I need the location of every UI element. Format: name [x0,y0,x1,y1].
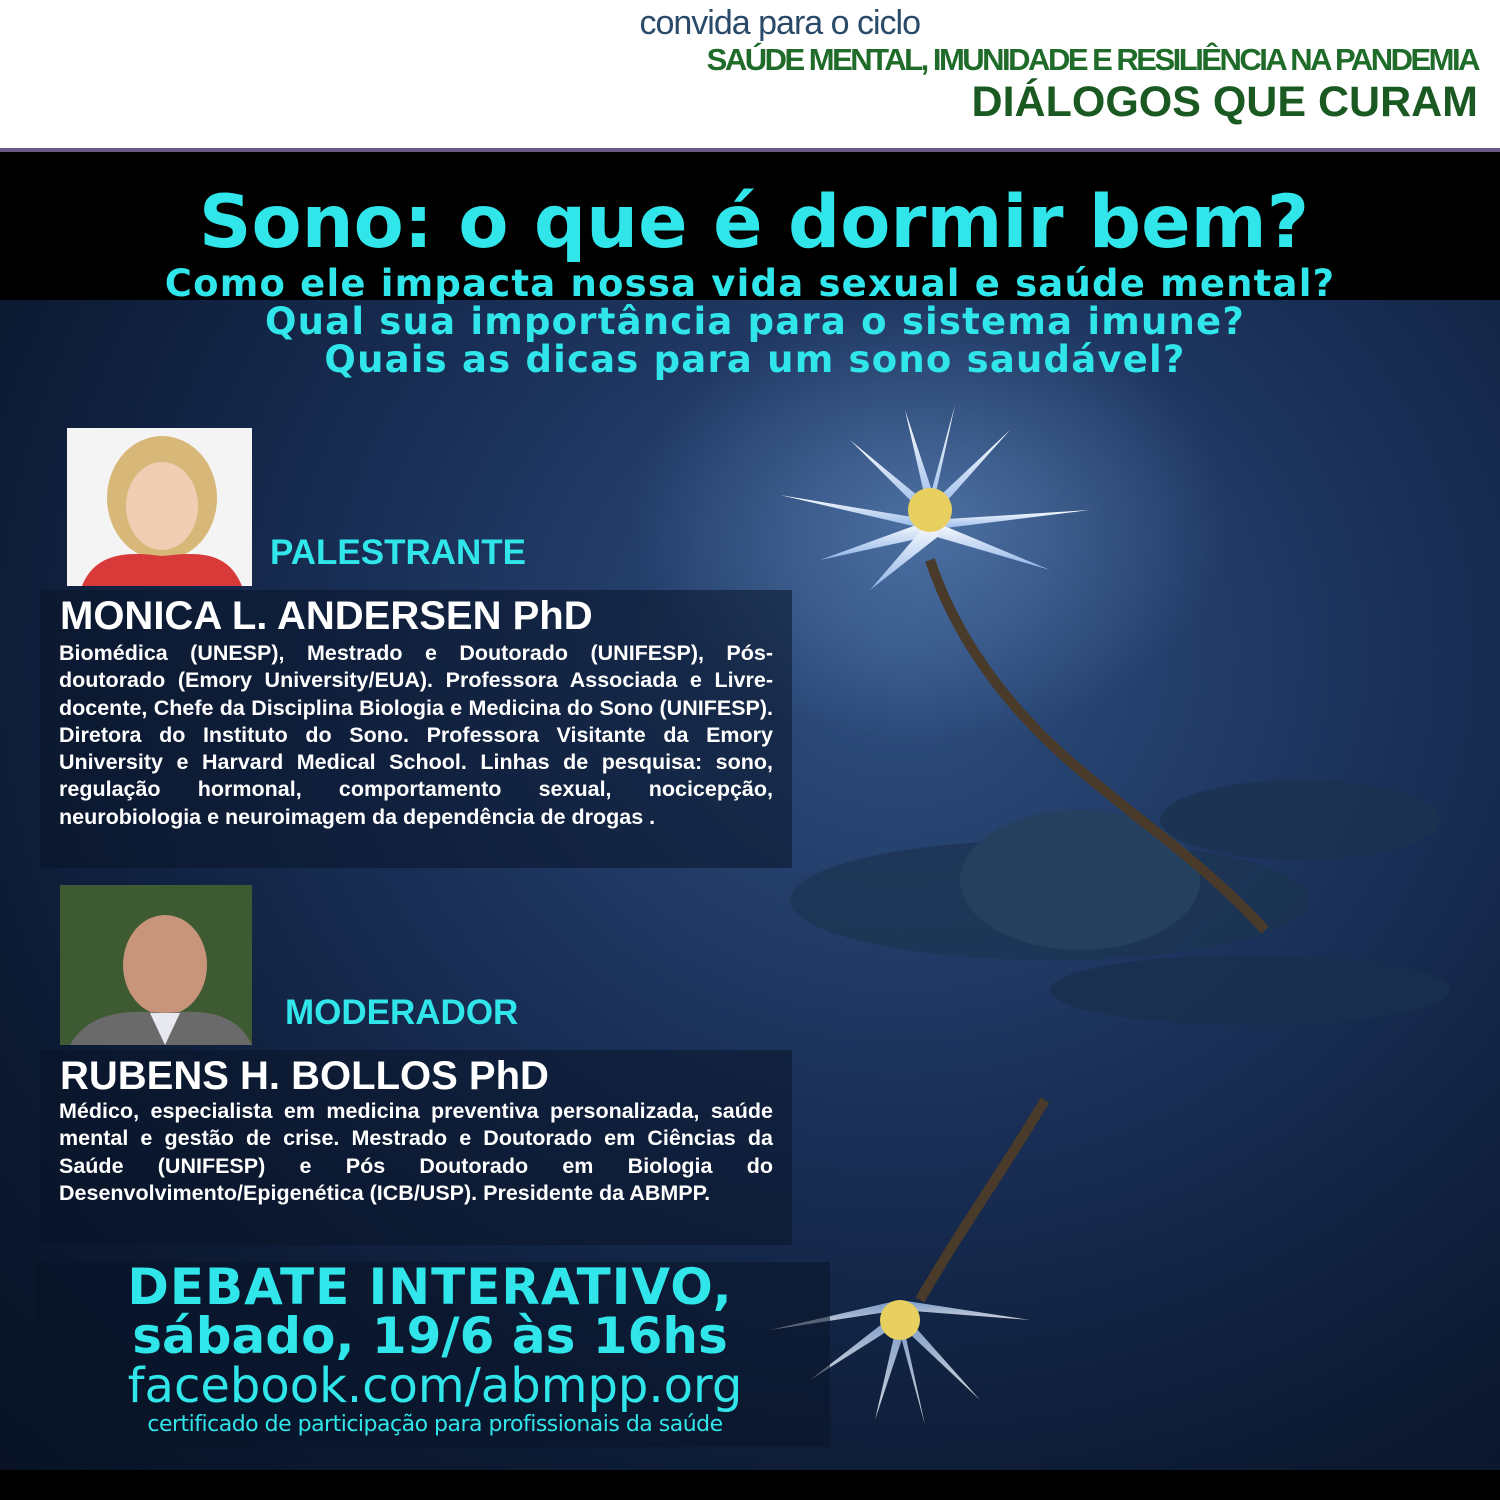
speaker-name: MONICA L. ANDERSEN PhD [60,594,593,638]
moderator-name: RUBENS H. BOLLOS PhD [60,1054,549,1098]
program-title: DIÁLOGOS QUE CURAM [971,78,1478,126]
header [0,0,1500,148]
divider [0,148,1500,152]
event-type: DEBATE INTERATIVO, [127,1258,733,1316]
subtitle-question: Quais as dicas para um sono saudável? [324,338,1186,381]
moderator-bio: Médico, especialista em medicina preventiva personalizada, saúde mental e gestão de crise. Mestrado e Doutorado em Ciências da Saúde (UNIFESP) e Pós Doutorado em Biologia do Desenvolvimento/Epigenética (ICB/USP). Presidente da ABMPP. [59,1099,773,1205]
event-link[interactable]: facebook.com/abmpp.org [127,1358,743,1414]
bottom-bar [0,1470,1500,1500]
invite-text: convida para o ciclo [639,4,920,42]
lily-pad [960,810,1200,950]
speaker-photo [67,428,252,586]
main-title: Sono: o que é dormir bem? [198,180,1310,265]
subtitle-question: Como ele impacta nossa vida sexual e saúde mental? [164,262,1336,305]
moderator-role: MODERADOR [285,993,519,1032]
series-title: SAÚDE MENTAL, IMUNIDADE E RESILIÊNCIA NA PANDEMIA [706,42,1478,77]
event-datetime: sábado, 19/6 às 16hs [132,1307,728,1365]
certificate-note: certificado de participação para profissionais da saúde [147,1412,723,1437]
speaker-role: PALESTRANTE [270,533,527,572]
moderator-photo [60,885,252,1045]
speaker-bio: Biomédica (UNESP), Mestrado e Doutorado (UNIFESP), Pós-doutorado (Emory University/EUA). Professora Associada e Livre-docente, Chefe da Disciplina Biologia e Medicina do Sono (UNIFESP). Diretora do Instituto do Sono. Professora Visitante da Emory University e Harvard Medical School. Linhas de pesquisa: sono, regulação hormonal, comportamento sexual, nocicepção, neurobiologia e neuroimagem da dependência de drogas . [59,641,773,829]
subtitle-question: Qual sua importância para o sistema imune? [264,300,1246,343]
